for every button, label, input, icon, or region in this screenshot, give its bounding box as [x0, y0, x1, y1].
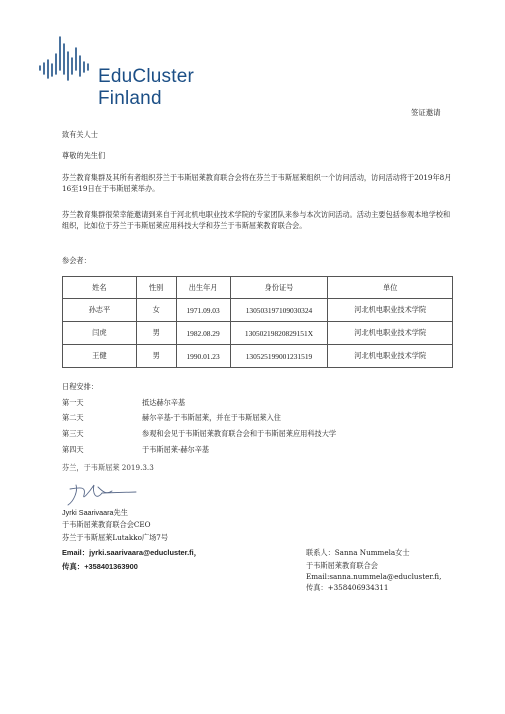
table-row: [63, 299, 453, 322]
header-name: 姓名: [63, 277, 137, 299]
table-row: [63, 322, 453, 345]
participants-table: [62, 276, 453, 368]
cell-birthdate: 1971.09.03: [176, 299, 230, 322]
invitation-paragraph: 芬兰教育集群很荣幸能邀请到来自于河北机电职业技术学院的专家团队来参与本次访问活动。活动主要包括参观本地学校和组织，比如位于芬兰于韦斯屈莱应用科技大学和芬兰于韦斯屈莱教育联合会。: [62, 210, 451, 230]
cell-id-number: 13050219820829151X: [230, 322, 328, 345]
header-id-number: 身份证号: [230, 277, 328, 299]
schedule-label: 日程安排：: [62, 382, 98, 391]
cell-gender: 男: [136, 345, 176, 368]
signer-email: [62, 547, 201, 558]
cell-organization: 河北机电职业技术学院: [328, 322, 453, 345]
header-organization: 单位: [328, 277, 453, 299]
contact-name: 联系人：Sanna Nummela女士: [306, 548, 410, 557]
signer-name: [62, 508, 128, 518]
signer-email-label: Email：: [62, 548, 90, 557]
cell-organization: 河北机电职业技术学院: [328, 345, 453, 368]
signer-title: 于韦斯屈莱教育联合会CEO: [62, 520, 151, 529]
salutation-dear: 尊敬的先生们: [62, 151, 106, 160]
cell-organization: 河北机电职业技术学院: [328, 299, 453, 322]
participants-label: 参会者：: [62, 256, 91, 265]
signature-image: [62, 481, 142, 507]
cell-id-number: 130525199001231519: [230, 345, 328, 368]
cell-name: 王健: [63, 345, 137, 368]
schedule-day-label: 第二天: [62, 413, 84, 422]
logo-text-line1: EduCluster: [98, 66, 194, 87]
signer-name-suffix: 先生: [113, 508, 128, 517]
schedule-day-label: 第三天: [62, 429, 84, 438]
salutation-general: 致有关人士: [62, 130, 98, 139]
schedule-day-desc: 抵达赫尔辛基: [142, 398, 186, 407]
signer-email-end: ，: [193, 548, 202, 557]
table-row: [63, 345, 453, 368]
cell-birthdate: 1990.01.23: [176, 345, 230, 368]
intro-paragraph: 芬兰教育集群及其所有者组织芬兰于韦斯屈莱教育联合会将在芬兰于韦斯屈莱组织一个访问活动，访问活动将于2019年8月16至19日在于韦斯屈莱举办。: [62, 173, 452, 193]
cell-name: 闫虎: [63, 322, 137, 345]
signer-email-value: jyrki.saarivaara@educluster.fi: [89, 548, 194, 557]
cell-birthdate: 1982.08.29: [176, 322, 230, 345]
schedule-day-desc: 参观和会见于韦斯屈莱教育联合会和于韦斯屈莱应用科技大学: [142, 429, 337, 438]
signer-phone-label: 传真：: [62, 562, 85, 571]
document-title: 签证邀请: [411, 108, 441, 117]
table-header-row: [63, 277, 453, 299]
schedule-day-desc: 于韦斯屈莱-赫尔辛基: [142, 445, 210, 454]
signer-phone-value: +358401363900: [84, 562, 138, 571]
schedule-day-desc: 赫尔辛基-于韦斯屈莱，并在于韦斯屈莱入住: [142, 413, 281, 422]
schedule-day-label: 第四天: [62, 445, 84, 454]
signer-address: 芬兰于韦斯屈莱Lutakko广场7号: [62, 533, 169, 542]
schedule-day-label: 第一天: [62, 398, 84, 407]
contact-phone: 传真：+358406934311: [306, 583, 389, 592]
cell-gender: 女: [136, 299, 176, 322]
logo-text-line2: Finland: [98, 88, 162, 109]
cell-name: 孙志平: [63, 299, 137, 322]
place-and-date: 芬兰，于韦斯屈莱 2019.3.3: [62, 463, 154, 472]
signer-phone: [62, 561, 138, 572]
header-birthdate: 出生年月: [176, 277, 230, 299]
contact-email: Email:sanna.nummela@educluster.fi,: [306, 572, 442, 581]
cell-id-number: 130503197109030324: [230, 299, 328, 322]
contact-organization: 于韦斯屈莱教育联合会: [306, 561, 378, 570]
header-gender: 性别: [136, 277, 176, 299]
signer-name-latin: Jyrki Saarivaara: [62, 508, 114, 517]
cell-gender: 男: [136, 322, 176, 345]
educluster-logo-icon: [38, 34, 100, 84]
